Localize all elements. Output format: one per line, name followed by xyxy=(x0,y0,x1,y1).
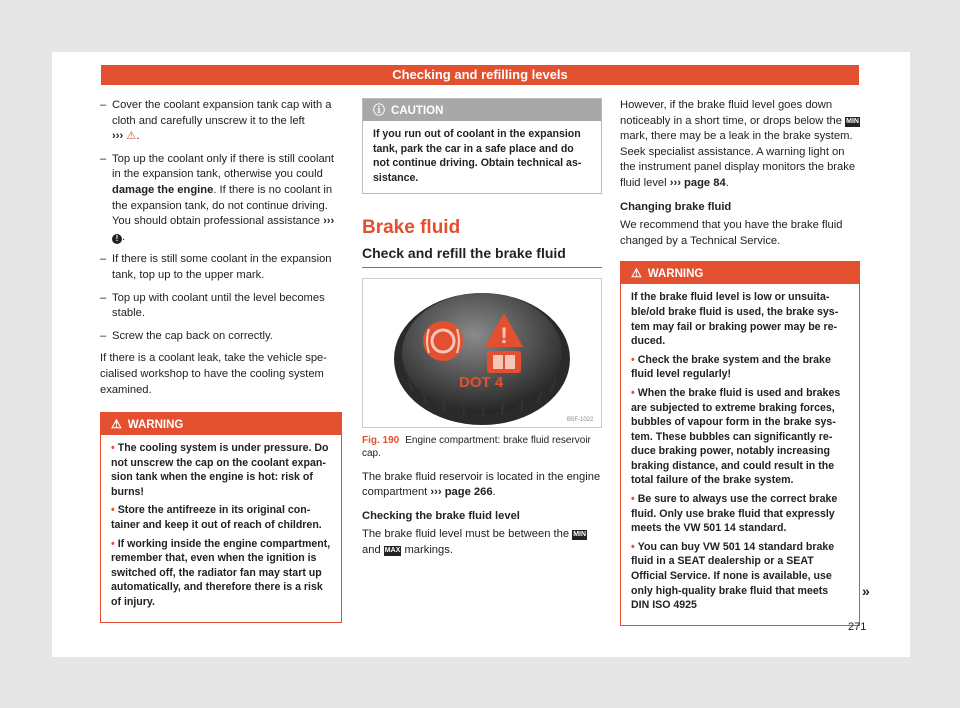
warning-title: WARNING xyxy=(127,419,184,432)
warning-bullet xyxy=(631,353,849,382)
warning-bullet xyxy=(111,441,331,499)
column-1 xyxy=(100,98,342,623)
step-text: . If there is no coolant in the expansion tank, do not continue driving. You should obtain professional assistance xyxy=(112,183,333,228)
page-number: 271 xyxy=(848,621,867,633)
para-text: mark, there may be a leak in the brake system. Seek specialist assistance. A warning light on the instrument panel display monitors the brake fluid level xyxy=(620,130,856,189)
figure-caption xyxy=(362,434,602,460)
step-item xyxy=(100,291,342,322)
bullet-text: Be sure to always use the correct brake fluid. Only use brake fluid that expressly meets the VW 501 14 standard. xyxy=(631,493,838,535)
caution-box xyxy=(362,98,602,194)
bullet-dot-icon: • xyxy=(631,540,635,553)
step-text: Cover the coolant expansion tank cap with a cloth and carefully unscrew it to the left xyxy=(112,99,332,127)
ref-arrow[interactable]: ››› xyxy=(112,130,124,143)
warning-intro: If the brake fluid level is low or unsuitable/old brake fluid is used, the brake system may fail or braking power may be reduced. xyxy=(631,291,839,348)
step-text: Top up the coolant only if there is still coolant in the expansion tank, otherwise you could xyxy=(112,152,335,181)
warning-bullet xyxy=(111,503,331,532)
warning-body xyxy=(101,435,341,622)
brake-cap-illustration xyxy=(363,279,601,427)
bullet-dot-icon: • xyxy=(111,537,115,550)
bullet-text: You can buy VW 501 14 standard brake fluid in a SEAT dealership or a SEAT Official Service. If none is available, use only high-quality brake fluid that meets DIN ISO 4925 xyxy=(631,540,835,612)
warning-bullet xyxy=(631,386,849,488)
checking-title: Checking the brake fluid level xyxy=(362,509,520,522)
step-item xyxy=(100,252,342,283)
bullet-dot-icon: • xyxy=(631,353,635,366)
caution-body: If you run out of coolant in the expansion tank, park the car in a safe place and do not continue driving. Obtain technical assistance. xyxy=(373,128,582,184)
step-item: – Top up the coolant only if there is still coolant in the expansion tank, otherwise you could damage the engine. If there is no coolant in the expansion tank, do not continue driving. You should obtain professional assistance ››› ! . xyxy=(100,152,342,246)
min-mark-icon: MIN xyxy=(846,117,859,125)
caution-circle-icon: ⓘ xyxy=(373,103,386,117)
checking-text: markings. xyxy=(401,543,453,556)
bullet-text: If working inside the engine compartment, remember that, even when the ignition is switched off, the radiator fan may start up automatically, and therefore there is a risk of injury. xyxy=(111,537,331,609)
step-bold: damage the engine xyxy=(112,183,214,196)
min-mark-icon: MIN xyxy=(573,531,587,539)
warning-box xyxy=(620,261,860,625)
checking-text: The brake fluid level must be between the xyxy=(362,528,573,541)
bullet-dot-icon: • xyxy=(111,442,115,455)
checking-paragraph xyxy=(362,527,602,558)
bullet-text: Check the brake system and the brake fluid level regularly! xyxy=(631,353,831,381)
warning-bullet xyxy=(631,492,849,536)
page-ref-link[interactable]: ››› page 84 xyxy=(669,176,726,189)
chapter-header: Checking and refilling levels xyxy=(101,65,859,85)
ref-arrow[interactable]: ››› xyxy=(323,215,335,228)
warning-triangle-icon: ⚠ xyxy=(631,266,642,281)
warning-bullet xyxy=(631,540,849,613)
warning-header xyxy=(621,262,859,284)
checking-text: and xyxy=(362,543,384,556)
para-text: However, if the brake fluid level goes down noticeably in a short time, or drops below the xyxy=(620,99,846,127)
warning-box xyxy=(100,412,342,623)
figure-number: Fig. 190 xyxy=(362,434,400,446)
section-title: Brake fluid xyxy=(362,217,461,239)
bullet-dot-icon: • xyxy=(111,504,115,517)
step-text: Top up with coolant until the level becomes stable. xyxy=(112,291,325,320)
subsection-title: Check and refill the brake fluid xyxy=(362,246,602,268)
step-item xyxy=(100,329,342,345)
warning-title: WARNING xyxy=(647,268,704,281)
step-text: If there is still some coolant in the expansion tank, top up to the upper mark. xyxy=(112,253,332,281)
step-item: – Cover the coolant expansion tank cap with a cloth and carefully unscrew it to the left ››› ⚠. xyxy=(100,98,342,145)
column-3 xyxy=(620,98,860,626)
max-mark-icon: MAX xyxy=(384,546,401,554)
step-text: Screw the cap back on correctly. xyxy=(112,329,273,342)
caution-header xyxy=(363,99,601,121)
warning-triangle-icon: ⚠ xyxy=(111,417,122,432)
warning-triangle-icon: ⚠ xyxy=(126,130,137,143)
figure-code: B5F-1022 xyxy=(567,416,594,423)
page-ref-link[interactable]: ››› page 266 xyxy=(430,486,493,499)
bullet-text: When the brake fluid is used and brakes are subjected to extreme braking forces, bubbles of vapour form in the brake system. These bubbles can significantly reduce braking power, notably increasing braking distance, and could result in the total failure of the brake system. xyxy=(631,386,841,487)
column-2 xyxy=(362,98,602,567)
reservoir-paragraph: The brake fluid reservoir is located in the engine compartment ››› page 266. xyxy=(362,470,601,499)
info-circle-icon: ! xyxy=(112,234,122,244)
warning-body xyxy=(621,284,859,624)
bullet-dot-icon: • xyxy=(631,493,635,506)
leak-brake-paragraph: However, if the brake fluid level goes down noticeably in a short time, or drops below the MIN mark, there may be a leak in the brake system. Seek specialist assistance. A warning light on the instrument panel display monitors the brake fluid level ››› page 84. xyxy=(620,99,859,189)
changing-paragraph: We recommend that you have the brake fluid changed by a Technical Service. xyxy=(620,219,843,247)
caption-text: Engine compartment: brake fluid reservoir cap. xyxy=(362,434,591,459)
bullet-text: Store the antifreeze in its original container and keep it out of reach of children. xyxy=(111,504,322,532)
caution-title: CAUTION xyxy=(391,105,444,117)
bullet-text: The cooling system is under pressure. Do not unscrew the cap on the coolant expansion tank when the engine is hot: risk of burns! xyxy=(111,442,329,498)
svg-text:!: ! xyxy=(500,322,508,348)
leak-paragraph: If there is a coolant leak, take the vehicle specialised workshop to have the cooling system examined. xyxy=(100,352,327,396)
dot4-label: DOT 4 xyxy=(459,373,504,391)
warning-bullet xyxy=(111,537,331,610)
brake-fluid-cap-figure xyxy=(362,278,602,428)
warning-header xyxy=(101,413,341,435)
continue-arrow-icon: » xyxy=(862,583,870,599)
changing-title: Changing brake fluid xyxy=(620,200,732,213)
bullet-dot-icon: • xyxy=(631,386,635,399)
reservoir-text: The brake fluid reservoir is located in the engine compartment xyxy=(362,470,601,499)
